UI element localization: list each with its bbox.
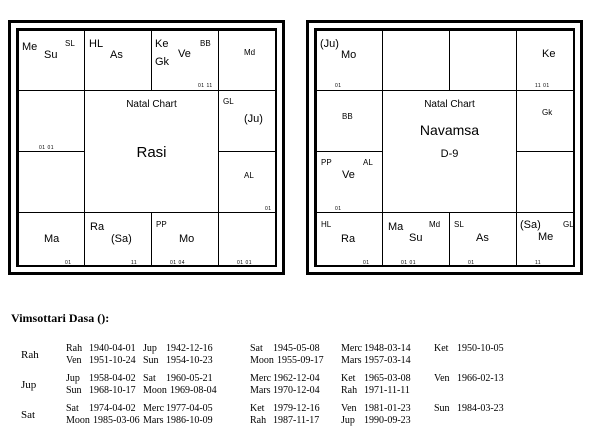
navamsa-house xyxy=(516,90,575,152)
dasa-planet: Moon xyxy=(66,415,90,426)
degree-mark: 01 04 xyxy=(170,260,186,266)
navamsa-chart-grid xyxy=(314,28,575,267)
dasa-planet: Rah xyxy=(66,343,83,354)
planet-label: GL xyxy=(563,220,574,229)
navamsa-center xyxy=(382,90,517,213)
dasa-planet: Jup xyxy=(341,415,355,426)
dasa-period xyxy=(341,373,411,384)
dasa-planet: Sun xyxy=(434,403,450,414)
dasa-period xyxy=(250,415,320,426)
dasa-planet: Jup xyxy=(143,343,157,354)
rasi-chart-grid xyxy=(16,28,277,267)
dasa-period xyxy=(143,373,213,384)
dasa-planet: Mars xyxy=(143,415,164,426)
degree-mark: 01 01 xyxy=(39,145,55,151)
degree-mark: 11 xyxy=(131,260,138,266)
dasa-date: 1960-05-21 xyxy=(166,373,213,384)
planet-label: (Ju) xyxy=(320,38,339,50)
planet-label: Me xyxy=(538,231,554,243)
dasa-date: 1979-12-16 xyxy=(273,403,320,414)
chart-title: Navamsa xyxy=(419,122,480,138)
planet-label: GL xyxy=(223,97,234,106)
planet-label: Gk xyxy=(155,56,170,68)
dasa-date: 1942-12-16 xyxy=(166,343,213,354)
dasa-period xyxy=(250,373,320,384)
dasa-date: 1981-01-23 xyxy=(364,403,411,414)
degree-mark: 11 xyxy=(535,260,542,266)
dasa-period xyxy=(250,385,320,396)
dasa-period xyxy=(143,343,213,354)
dasa-date: 1985-03-06 xyxy=(93,415,140,426)
degree-mark: 01 xyxy=(335,206,342,212)
planet-label: Gk xyxy=(542,108,553,117)
rasi-house xyxy=(151,30,219,91)
dasa-planet: Sun xyxy=(143,355,159,366)
dasa-period xyxy=(434,403,504,414)
planet-label: (Sa) xyxy=(520,219,541,231)
dasa-planet: Ket xyxy=(250,403,265,414)
rasi-house xyxy=(84,212,152,267)
dasa-planet: Ket xyxy=(434,343,449,354)
degree-mark: 01 xyxy=(65,260,72,266)
dasa-date: 1974-04-02 xyxy=(89,403,136,414)
planet-label: SL xyxy=(454,220,464,229)
degree-mark: 01 xyxy=(265,206,272,212)
planet-label: Me xyxy=(22,41,38,53)
planet-label: Mo xyxy=(179,233,195,245)
dasa-period xyxy=(66,403,136,414)
navamsa-house xyxy=(516,212,575,267)
navamsa-house xyxy=(449,212,517,267)
dasa-planet: Ven xyxy=(66,355,82,366)
dasa-period xyxy=(66,355,136,366)
rasi-house xyxy=(218,30,277,91)
planet-label: Ke xyxy=(155,38,169,50)
planet-label: Su xyxy=(409,232,423,244)
planet-label: SL xyxy=(65,39,75,48)
dasa-period xyxy=(66,385,136,396)
planet-label: BB xyxy=(200,39,211,48)
dasa-planet: Ven xyxy=(341,403,357,414)
dasa-title: Vimsottari Dasa (): xyxy=(11,311,110,325)
dasa-planet: Jup xyxy=(66,373,80,384)
dasa-period xyxy=(341,385,410,396)
planet-label: AL xyxy=(363,158,373,167)
dasa-planet: Moon xyxy=(250,355,274,366)
dasa-date: 1970-12-04 xyxy=(273,385,320,396)
dasa-period xyxy=(250,355,324,366)
dasa-period xyxy=(341,415,411,426)
rasi-house xyxy=(18,151,85,213)
dasa-period xyxy=(66,343,136,354)
dasa-planet: Ket xyxy=(341,373,356,384)
dasa-planet: Merc xyxy=(250,373,272,384)
dasa-date: 1958-04-02 xyxy=(89,373,136,384)
navamsa-house xyxy=(316,30,383,91)
planet-label: PP xyxy=(321,158,332,167)
planet-label: As xyxy=(476,232,489,244)
rasi-house xyxy=(218,90,277,152)
dasa-period xyxy=(341,403,411,414)
planet-label: Mo xyxy=(341,49,357,61)
dasa-planet: Sun xyxy=(66,385,82,396)
rasi-house xyxy=(18,90,85,152)
planet-label: Su xyxy=(44,49,58,61)
planet-label: Ma xyxy=(44,233,60,245)
dasa-date: 1977-04-05 xyxy=(166,403,213,414)
planet-label: Ra xyxy=(341,233,356,245)
dasa-period xyxy=(250,403,320,414)
dasa-date: 1969-08-04 xyxy=(170,385,217,396)
planet-label: Ra xyxy=(90,221,105,233)
degree-mark: 01 01 xyxy=(237,260,253,266)
rasi-house xyxy=(84,30,152,91)
dasa-period xyxy=(143,385,217,396)
dasa-date: 1957-03-14 xyxy=(364,355,411,366)
chart-title: Rasi xyxy=(136,144,167,161)
rasi-house xyxy=(218,151,277,213)
chart-subtitle: Natal Chart xyxy=(424,99,475,110)
planet-label: (Ju) xyxy=(244,113,263,125)
dasa-date: 1971-11-11 xyxy=(364,385,410,396)
dasa-date: 1951-10-24 xyxy=(89,355,136,366)
degree-mark: 01 xyxy=(363,260,370,266)
dasa-date: 1965-03-08 xyxy=(364,373,411,384)
planet-label: Ke xyxy=(542,48,556,60)
dasa-planet: Mars xyxy=(250,385,271,396)
degree-mark: 11 01 xyxy=(535,83,550,89)
navamsa-house xyxy=(316,151,383,213)
dasa-date: 1954-10-23 xyxy=(166,355,213,366)
planet-label: HL xyxy=(89,38,104,50)
dasa-period xyxy=(250,343,320,354)
planet-label: Ve xyxy=(178,48,191,60)
rasi-house xyxy=(18,212,85,267)
dasa-date: 1950-10-05 xyxy=(457,343,504,354)
navamsa-house xyxy=(449,30,517,91)
planet-label: Ma xyxy=(388,221,404,233)
dasa-date: 1940-04-01 xyxy=(89,343,136,354)
dasa-planet: Sat xyxy=(250,343,263,354)
dasa-date: 1966-02-13 xyxy=(457,373,504,384)
planet-label: As xyxy=(110,49,123,61)
rasi-house xyxy=(18,30,85,91)
planet-label: Md xyxy=(244,48,256,57)
dasa-period xyxy=(434,373,504,384)
dasa-period xyxy=(341,355,411,366)
dasa-date: 1955-09-17 xyxy=(277,355,324,366)
dasa-planet: Sat xyxy=(66,403,79,414)
dasa-date: 1987-11-17 xyxy=(273,415,320,426)
dasa-period xyxy=(66,373,136,384)
dasa-planet: Mars xyxy=(341,355,362,366)
dasa-period xyxy=(143,403,213,414)
division-label: D-9 xyxy=(440,148,459,160)
planet-label: AL xyxy=(244,171,254,180)
dasa-date: 1945-05-08 xyxy=(273,343,320,354)
dasa-date: 1990-09-23 xyxy=(364,415,411,426)
dasa-lord: Sat xyxy=(21,409,36,421)
dasa-date: 1962-12-04 xyxy=(273,373,320,384)
dasa-planet: Merc xyxy=(143,403,165,414)
degree-mark: 01 xyxy=(468,260,475,266)
dasa-planet: Merc xyxy=(341,343,363,354)
dasa-period xyxy=(434,343,504,354)
dasa-period xyxy=(341,343,411,354)
chart-subtitle: Natal Chart xyxy=(126,99,177,110)
planet-label: Md xyxy=(429,220,441,229)
planet-label: PP xyxy=(156,220,167,229)
dasa-planet: Ven xyxy=(434,373,450,384)
dasa-lord: Jup xyxy=(21,379,37,391)
navamsa-chart xyxy=(306,20,583,275)
dasa-date: 1968-10-17 xyxy=(89,385,136,396)
dasa-period xyxy=(66,415,140,426)
navamsa-house xyxy=(316,212,383,267)
navamsa-house xyxy=(516,30,575,91)
navamsa-house xyxy=(516,151,575,213)
dasa-period xyxy=(143,415,213,426)
navamsa-house xyxy=(382,30,450,91)
planet-label: BB xyxy=(342,112,353,121)
rasi-house xyxy=(218,212,277,267)
planet-label: (Sa) xyxy=(111,233,132,245)
navamsa-house xyxy=(382,212,450,267)
dasa-lord: Rah xyxy=(21,349,39,361)
degree-mark: 01 11 xyxy=(198,83,213,89)
degree-mark: 01 xyxy=(335,83,342,89)
planet-label: HL xyxy=(321,220,332,229)
rasi-center xyxy=(84,90,219,213)
navamsa-house xyxy=(316,90,383,152)
rasi-chart xyxy=(8,20,285,275)
dasa-planet: Moon xyxy=(143,385,167,396)
dasa-date: 1948-03-14 xyxy=(364,343,411,354)
degree-mark: 01 01 xyxy=(401,260,417,266)
dasa-date: 1984-03-23 xyxy=(457,403,504,414)
planet-label: Ve xyxy=(342,169,355,181)
rasi-house xyxy=(151,212,219,267)
dasa-date: 1986-10-09 xyxy=(166,415,213,426)
dasa-planet: Rah xyxy=(341,385,358,396)
dasa-period xyxy=(143,355,213,366)
dasa-planet: Sat xyxy=(143,373,156,384)
dasa-planet: Rah xyxy=(250,415,267,426)
